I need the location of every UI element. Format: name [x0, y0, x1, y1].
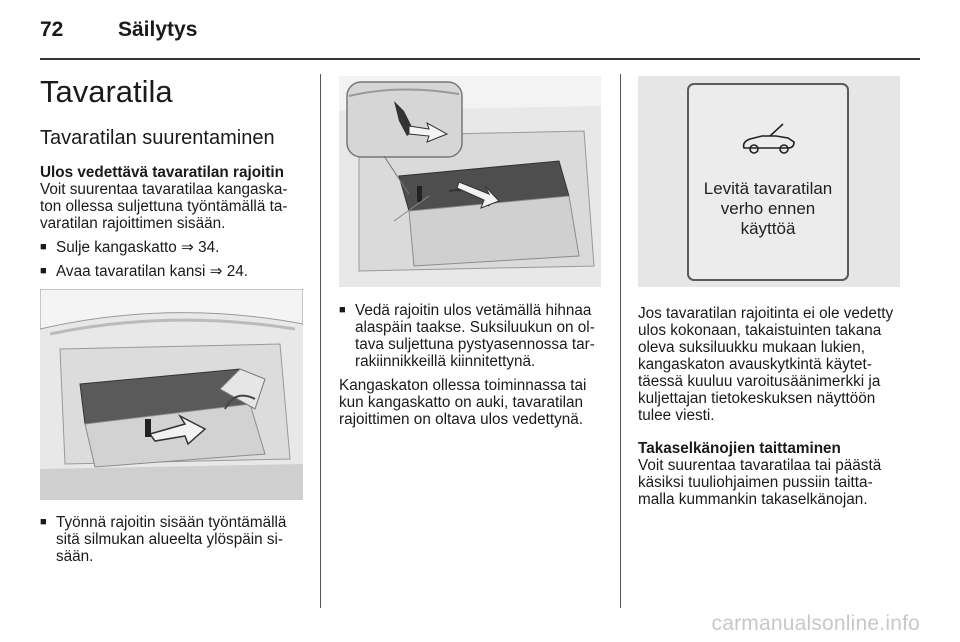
paragraph-line: Voit suurentaa tavaratilaa tai päästä [638, 457, 882, 474]
page-ref[interactable]: 24. [226, 263, 248, 280]
bullet-square-icon: ■ [40, 241, 47, 253]
bullet-text: Työnnä rajoitin sisään työntämällä [56, 514, 287, 531]
paragraph-line: rajoittimen on oltava ulos vedettynä. [339, 411, 584, 428]
sign-line: käyttöä [740, 219, 796, 238]
column-2-text [339, 302, 609, 428]
paragraph-line: ton ollessa suljettuna työntämällä ta- [40, 198, 288, 215]
paragraph-line: täessä kuuluu varoitusäänimerkki ja [638, 373, 881, 390]
sign-line: verho ennen [720, 199, 816, 218]
page-ref[interactable]: 34. [198, 239, 220, 256]
bullet-square-icon: ■ [40, 516, 47, 528]
paragraph-line: Voit suurentaa tavaratilaa kangaska- [40, 181, 288, 198]
bullet-text-line: sitä silmukan alueelta ylöspäin si- [56, 531, 284, 548]
bullet-text: Vedä rajoitin ulos vetämällä hihnaa [355, 302, 592, 319]
page-number: 72 [40, 18, 64, 41]
paragraph-line: kangaskaton avauskytkintä käytet- [638, 356, 872, 373]
bullet-text-line: sään. [56, 548, 94, 565]
paragraph-line: kun kangaskatto on auki, tavaratilan [339, 394, 584, 411]
paragraph-line: ulos kokonaan, takaistuinten takana [638, 322, 882, 339]
trunk-limiter-push-image [40, 289, 303, 500]
column-1-bullet-3 [40, 514, 308, 565]
paragraph-line: oleva suksiluukku mukaan lukien, [638, 339, 866, 356]
page-ref-icon: ⇒ [209, 263, 223, 280]
paragraph-line: kuljettajan tietokeskuksen näyttöön [638, 390, 876, 407]
bullet-text-line: rakiinnikkeillä kiinnitettynä. [355, 353, 536, 370]
column-divider-2 [620, 74, 621, 608]
subheading: Takaselkänojien taittaminen [638, 440, 841, 457]
page-ref-icon: ⇒ [181, 239, 194, 256]
header-rule [40, 58, 920, 60]
paragraph-line: malla kummankin takaselkänojan. [638, 491, 868, 508]
bullet-text: Avaa tavaratilan kansi [56, 263, 206, 280]
trunk-limiter-pull-image [339, 76, 601, 287]
column-3-text [638, 305, 928, 508]
bullet-item [40, 239, 308, 256]
bullet-text-line: tava suljettuna pystyasennossa tar- [355, 336, 595, 353]
bullet-square-icon: ■ [40, 265, 47, 277]
section-title: Säilytys [118, 18, 198, 41]
bullet-item [40, 263, 308, 280]
warning-label-image [638, 76, 900, 287]
bullet-square-icon: ■ [339, 304, 346, 316]
paragraph-line: käsiksi tuuliohjaimen pussiin taitta- [638, 474, 873, 491]
bullet-text-line: alaspäin taakse. Suksiluukun on ol- [355, 319, 595, 336]
paragraph-line: Kangaskaton ollessa toiminnassa tai [339, 377, 587, 394]
subheading: Ulos vedettävä tavaratilan rajoitin [40, 164, 284, 181]
column-divider-1 [320, 74, 321, 608]
bullet-item [40, 514, 308, 531]
section-subtitle: Tavaratilan suurentaminen [40, 127, 275, 149]
paragraph-line: varatilan rajoittimen sisään. [40, 215, 226, 232]
sign-line: Levitä tavaratilan [703, 179, 833, 198]
paragraph-line: Jos tavaratilan rajoitinta ei ole vedetty [638, 305, 894, 322]
bullet-text: Sulje kangaskatto [56, 239, 177, 256]
watermark: carmanualsonline.info [711, 612, 920, 635]
page-title: Tavaratila [40, 74, 173, 109]
bullet-item [339, 302, 609, 319]
paragraph-line: tulee viesti. [638, 407, 715, 424]
column-1-text [40, 164, 308, 280]
